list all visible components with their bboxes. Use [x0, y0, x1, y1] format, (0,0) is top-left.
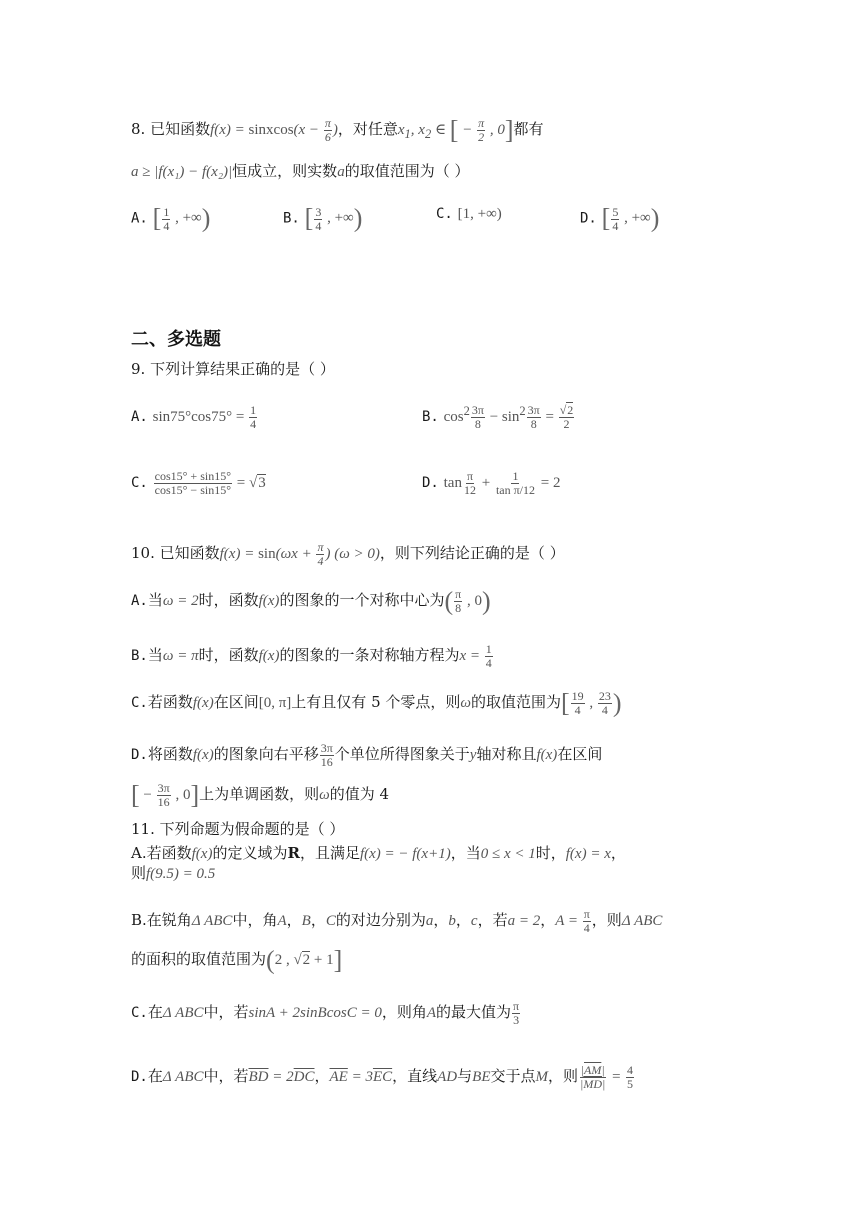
q10-a-math: f(x)	[258, 592, 280, 609]
q11-c-label: C.	[131, 1004, 148, 1021]
q9-option-b-label: B.	[422, 409, 439, 425]
q11-a-text: 则	[131, 864, 147, 882]
q10-option-c[interactable]	[131, 690, 622, 717]
q10-c-text: 若函数	[147, 692, 193, 711]
q11-d-text: ，则	[548, 1066, 579, 1085]
q11-b-text: 的面积的取值范围为	[131, 950, 267, 968]
q11-b-math: B	[301, 912, 311, 929]
q8-suffix: 都有	[513, 119, 544, 138]
q10-option-b-label: B.	[131, 647, 148, 664]
q10-stem	[131, 541, 565, 568]
q10-b-text: 的图象的一条对称轴方程为	[279, 645, 460, 664]
q10-option-b[interactable]	[131, 643, 494, 670]
q11-stem: 11. 下列命题为假命题的是（ ）	[131, 820, 345, 838]
q11-a-text: 时，	[535, 844, 566, 862]
q11-d-math: BE	[472, 1068, 491, 1085]
q11-b-text: 中，角	[232, 910, 278, 929]
q11-d-ratio: $\frac{|\overline{AM}|}{|\overline{MD}|}$ = $\frac{4}{5}$	[580, 1063, 633, 1091]
q11-a-text: ，	[610, 844, 626, 862]
q11-b-text: ，则	[591, 910, 622, 929]
q10-d-interval: [ − $\frac{3\pi}{16}$ , 0]	[131, 780, 200, 810]
q8-option-d-label: D.	[580, 210, 597, 227]
q11-b-range: (2 , √2 + 1]	[266, 945, 343, 975]
q10-option-a-label: A.	[131, 592, 148, 609]
q11-d-vec2: $\overline{AE} = 3\overline{EC}$	[329, 1068, 393, 1085]
q11-option-c[interactable]	[131, 1000, 521, 1027]
q8-stem-line1	[131, 117, 544, 145]
q10-prefix: 10. 已知函数	[131, 543, 220, 562]
q9-option-d[interactable]	[422, 470, 560, 497]
q11-option-d[interactable]	[131, 1064, 635, 1091]
q11-b-text: ，	[540, 910, 556, 929]
q10-c-text: 上有且仅有 5 个零点，则	[291, 692, 461, 711]
q8-option-b[interactable]	[283, 204, 362, 234]
q11-c-math: sinA + 2sinBcosC = 0	[248, 1004, 382, 1021]
q11-a-text: ，当	[450, 844, 481, 862]
q11-c-text: 中，若	[203, 1002, 249, 1021]
q11-b-math: C	[325, 912, 336, 929]
q11-d-math: AD	[437, 1068, 458, 1085]
q11-b-math: A	[277, 912, 287, 929]
q11-d-text: 与	[457, 1066, 473, 1085]
q8-option-a[interactable]	[131, 204, 210, 234]
q11-a-domain: R	[287, 844, 300, 862]
q8-mid: ，对任意	[337, 119, 398, 138]
q11-c-math: A	[426, 1004, 437, 1021]
q10-c-math: [0, π]	[258, 694, 292, 711]
q10-d-text: 轴对称且	[476, 744, 537, 763]
q8-cond-var: a	[337, 164, 345, 180]
q11-b-label: B.	[131, 910, 147, 929]
q9-option-d-value: tan $\frac{\pi}{12}$ + $\frac{1}{\text{tan π/12}}$ = 2	[443, 469, 561, 497]
q8-option-a-label: A.	[131, 210, 148, 227]
section-title-multi-choice: 二、多选题	[131, 329, 221, 350]
q10-d-math: f(x)	[536, 746, 558, 763]
q11-b-math: Δ ABC	[191, 912, 233, 929]
q10-option-d-line1[interactable]	[131, 742, 602, 769]
q10-d-text: 在区间	[557, 744, 603, 763]
q10-a-text: 当	[147, 590, 163, 609]
q11-d-vec1: $\overline{BD} = 2\overline{DC}$	[248, 1068, 315, 1085]
q10-a-text: 的图象的一个对称中心为	[279, 590, 445, 609]
q11-c-max: $\frac{\pi}{3}$	[513, 999, 520, 1027]
q11-a-math: 0 ≤ x < 1	[480, 846, 536, 862]
q11-b-angle: A = $\frac{\pi}{4}$	[555, 907, 590, 935]
q8-cond: a ≥ |f(x₁) − f(x₂)|	[131, 164, 233, 180]
q11-option-b-line2	[131, 945, 343, 975]
q8-prefix: 8. 已知函数	[131, 119, 211, 138]
q11-b-text: 在锐角	[146, 910, 192, 929]
q11-c-text: 的最大值为	[436, 1002, 512, 1021]
q11-d-text: 交于点	[490, 1066, 536, 1085]
q10-d-math: f(x)	[192, 746, 214, 763]
q10-b-math: ω = π	[162, 647, 199, 664]
q8-option-c[interactable]	[436, 204, 502, 223]
q8-cond-suffix: 恒成立，则实数	[232, 162, 338, 180]
q10-suffix: ，则下列结论正确的是（ ）	[379, 543, 565, 562]
q11-b-text: ，	[286, 910, 302, 929]
q11-a-text: ，且满足	[299, 844, 360, 862]
q10-d-text: 的值为 4	[329, 784, 390, 803]
q11-a-math: f(x) = − f(x+1)	[359, 846, 451, 862]
q11-b-math: a	[425, 912, 434, 929]
q10-b-axis: x = $\frac{1}{4}$	[459, 642, 492, 670]
q11-d-math: Δ ABC	[162, 1068, 204, 1085]
q11-b-math: a = 2	[507, 912, 541, 929]
q11-b-text: ，	[455, 910, 471, 929]
q11-a-math: f(x) = x	[565, 846, 611, 862]
q10-option-c-label: C.	[131, 694, 148, 711]
q11-c-text: 在	[147, 1002, 163, 1021]
q8-option-b-label: B.	[283, 210, 300, 227]
q8-option-a-value: [ $\frac{1}{4}$ , +∞)	[152, 204, 211, 233]
q8-option-c-label: C.	[436, 206, 453, 222]
q11-d-text: 在	[147, 1066, 163, 1085]
q10-option-d-label: D.	[131, 746, 148, 763]
q9-option-d-label: D.	[422, 474, 439, 491]
q8-vars: $x_1$, $x_2$ ∈ [ − $\frac{\pi}{2}$ , 0]	[397, 115, 514, 145]
q11-a-text: 的定义域为	[212, 844, 288, 862]
q10-d-math: y	[469, 746, 477, 763]
q9-option-c-label: C.	[131, 474, 148, 491]
q9-option-b-value: $\cos^2$ $\frac{3\pi}{8}$ − $\sin^2$ $\frac{3\pi}{8}$ = $\frac{√2}{2}$	[443, 403, 574, 432]
q11-d-label: D.	[131, 1068, 148, 1085]
q8-option-c-value: [1, +∞)	[457, 206, 502, 222]
q10-d-text: 个单位所得图象关于	[334, 744, 470, 763]
q10-c-text: 在区间	[213, 692, 259, 711]
q10-option-d-line2	[131, 782, 389, 809]
q8-option-d[interactable]	[580, 204, 659, 234]
q11-c-text: ，则角	[381, 1002, 427, 1021]
q11-b-math: c	[470, 912, 478, 929]
q10-a-center: ( $\frac{\pi}{8}$ , 0)	[444, 586, 491, 616]
q9-stem: 9. 下列计算结果正确的是（ ）	[131, 360, 335, 378]
q11-a-label: A.	[131, 844, 147, 862]
q11-d-text: 中，若	[203, 1066, 249, 1085]
q11-b-text: ，	[433, 910, 449, 929]
q8-func: f(x) = sinxcos(x − $\frac{\pi}{6}$ )	[210, 116, 338, 144]
q11-option-a-line2	[131, 862, 215, 885]
q11-a-text: 若函数	[146, 844, 192, 862]
q10-c-math: ω	[460, 694, 471, 711]
q10-a-text: 时，函数	[198, 590, 259, 609]
q10-d-text: 上为单调函数，则	[199, 784, 320, 803]
q11-b-text: ，	[310, 910, 326, 929]
q10-b-text: 当	[147, 645, 163, 664]
q10-b-text: 时，函数	[198, 645, 259, 664]
q10-a-math: ω = 2	[162, 592, 199, 609]
q11-d-math: M	[535, 1068, 548, 1085]
q8-cond-tail: 的取值范围为（ ）	[344, 162, 470, 180]
q9-option-c[interactable]	[131, 470, 266, 497]
q11-b-math: Δ ABC	[621, 912, 663, 929]
q11-d-text: ，直线	[392, 1066, 438, 1085]
q9-option-a-value: sin75°cos75° = $\frac{1}{4}$	[152, 403, 257, 431]
q11-a-math: f(9.5) = 0.5	[146, 866, 216, 882]
q10-d-text: 的图象向右平移	[213, 744, 319, 763]
q9-option-a-label: A.	[131, 408, 148, 425]
q9-option-b[interactable]	[422, 404, 575, 431]
q8-stem-line2	[131, 160, 469, 183]
q10-c-range: [ $\frac{19}{4}$ , $\frac{23}{4}$ )	[561, 688, 622, 718]
q11-b-math: b	[448, 912, 456, 929]
q11-d-text: ，	[314, 1066, 330, 1085]
q10-d-text: 将函数	[147, 744, 193, 763]
q10-func: f(x) = sin(ωx + $\frac{\pi}{4}$ ) (ω > 0)	[219, 540, 380, 568]
q10-option-a[interactable]	[131, 588, 491, 615]
q11-a-math: f(x)	[191, 846, 213, 862]
q10-d-shift: $\frac{3\pi}{16}$	[320, 741, 333, 769]
q10-c-math: f(x)	[192, 694, 214, 711]
q9-option-c-value: $\frac{\cos 15^\circ + \sin 15^\circ}{\cos 15^\circ - \sin 15^\circ}$ = √3	[154, 469, 266, 497]
q8-option-d-value: [ $\frac{5}{4}$ , +∞)	[601, 204, 660, 233]
q10-c-text: 的取值范围为	[470, 692, 561, 711]
q11-option-b-line1[interactable]	[131, 908, 662, 935]
q11-c-math: Δ ABC	[162, 1004, 204, 1021]
q10-b-math: f(x)	[258, 647, 280, 664]
q9-option-a[interactable]	[131, 404, 258, 431]
q8-option-b-value: [ $\frac{3}{4}$ , +∞)	[304, 204, 363, 233]
q11-b-text: ，若	[477, 910, 508, 929]
q11-b-text: 的对边分别为	[335, 910, 426, 929]
q10-d-math: ω	[319, 786, 330, 803]
